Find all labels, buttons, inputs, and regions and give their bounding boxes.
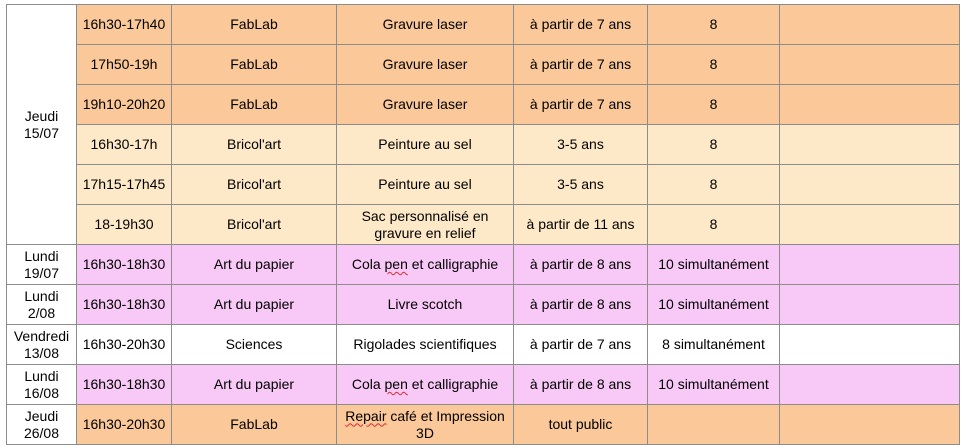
table-row [7,165,960,205]
time-cell: 18-19h30 [77,205,172,245]
age-cell: 3-5 ans [514,125,648,165]
activity-text: et calligraphie [407,256,499,272]
day-cell [7,5,77,245]
age-cell: tout public [514,405,648,445]
places-cell: 8 [648,165,780,205]
activity-cell [337,245,514,285]
activity-cell: Rigolades scientifiques [337,325,514,365]
time-cell: 16h30-20h30 [77,405,172,445]
day-label: Lundi [24,367,59,384]
empty-cell [780,285,960,325]
date-label: 2/08 [27,304,56,321]
places-cell: 8 [648,85,780,125]
table-row [7,285,960,325]
time-cell: 16h30-17h [77,125,172,165]
category-cell: Bricol'art [172,125,337,165]
category-cell: Bricol'art [172,205,337,245]
date-label: 13/08 [23,344,60,361]
activity-line [339,408,511,425]
day-label: Lundi [24,287,59,304]
category-cell: Bricol'art [172,165,337,205]
table-row [7,245,960,285]
places-cell: 8 [648,45,780,85]
places-cell: 8 [648,125,780,165]
spellcheck-word: pen [384,256,408,272]
category-cell: Art du papier [172,285,337,325]
table-row [7,205,960,245]
activity-cell [337,365,514,405]
empty-cell [780,125,960,165]
empty-cell [780,205,960,245]
age-cell: à partir de 7 ans [514,5,648,45]
table-row [7,405,960,445]
activity-cell [337,205,514,245]
time-cell: 17h15-17h45 [77,165,172,205]
activity-cell: Gravure laser [337,85,514,125]
day-label: Vendredi [13,327,70,344]
activity-line: Sac personnalisé en [361,207,489,224]
activity-cell: Peinture au sel [337,165,514,205]
time-cell: 16h30-20h30 [77,325,172,365]
category-cell: Art du papier [172,365,337,405]
activities-table [6,4,960,445]
empty-cell [780,245,960,285]
table-row [7,85,960,125]
day-cell [7,245,77,285]
activity-text: café et Impression [386,407,505,424]
empty-cell [780,405,960,445]
age-cell: à partir de 8 ans [514,365,648,405]
category-cell: FabLab [172,405,337,445]
table-row [7,45,960,85]
table-row [7,325,960,365]
day-cell [7,405,77,445]
places-cell: 10 simultanément [648,245,780,285]
category-cell: Sciences [172,325,337,365]
activity-text: et calligraphie [407,376,499,392]
age-cell: 3-5 ans [514,165,648,205]
category-cell: FabLab [172,85,337,125]
age-cell: à partir de 7 ans [514,85,648,125]
age-cell: à partir de 7 ans [514,45,648,85]
places-cell: 8 [648,5,780,45]
date-label: 26/08 [23,424,60,441]
category-cell: FabLab [172,5,337,45]
day-label: Jeudi [24,407,59,424]
spellcheck-word: Repair [345,407,387,424]
empty-cell [780,5,960,45]
activity-cell [337,405,514,445]
age-cell: à partir de 8 ans [514,285,648,325]
day-cell [7,365,77,405]
date-label: 15/07 [23,124,60,141]
date-label: 16/08 [23,384,60,401]
empty-cell [780,365,960,405]
age-cell: à partir de 7 ans [514,325,648,365]
activity-cell: Gravure laser [337,5,514,45]
activity-cell: Peinture au sel [337,125,514,165]
day-label: Jeudi [24,107,59,124]
table-row [7,5,960,45]
day-label: Lundi [24,247,59,264]
activity-cell: Gravure laser [337,45,514,85]
time-cell: 16h30-18h30 [77,285,172,325]
places-cell: 8 simultanément [648,325,780,365]
places-cell: 10 simultanément [648,285,780,325]
table-row [7,125,960,165]
places-cell [648,405,780,445]
empty-cell [780,325,960,365]
date-label: 19/07 [23,264,60,281]
time-cell: 16h30-18h30 [77,245,172,285]
category-cell: Art du papier [172,245,337,285]
activity-line: 3D [416,424,434,441]
time-cell: 19h10-20h20 [77,85,172,125]
category-cell: FabLab [172,45,337,85]
empty-cell [780,165,960,205]
time-cell: 16h30-17h40 [77,5,172,45]
day-cell [7,285,77,325]
empty-cell [780,45,960,85]
activity-text: Cola [351,256,385,272]
spellcheck-word: pen [384,376,408,392]
age-cell: à partir de 8 ans [514,245,648,285]
age-cell: à partir de 11 ans [514,205,648,245]
places-cell: 10 simultanément [648,365,780,405]
activity-cell: Livre scotch [337,285,514,325]
activity-text: Cola [351,376,385,392]
time-cell: 17h50-19h [77,45,172,85]
activity-line: gravure en relief [374,224,476,241]
empty-cell [780,85,960,125]
time-cell: 16h30-18h30 [77,365,172,405]
day-cell [7,325,77,365]
table-row [7,365,960,405]
places-cell: 8 [648,205,780,245]
